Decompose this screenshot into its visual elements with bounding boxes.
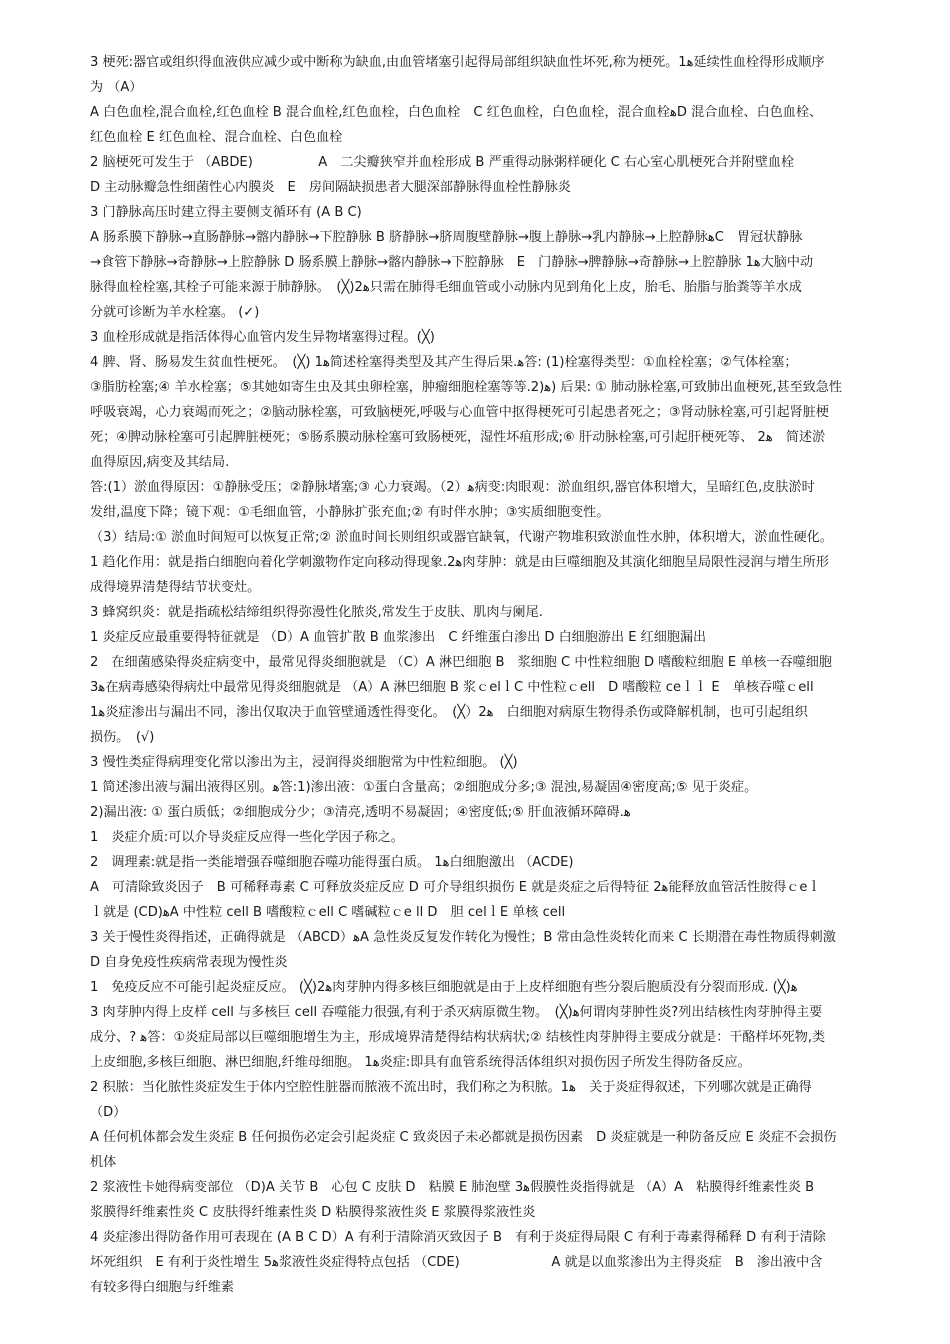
text-line: A 任何机体都会发生炎症 B 任何损伤必定会引起炎症 C 致炎因子未必都就是损伤因素 D 炎症就是一种防备反应 E 炎症不会损伤 [90, 1130, 837, 1145]
text-line: A 白色血栓,混合血栓,红色血栓 B 混合血栓,红色血栓，白色血栓 C 红色血栓，白色血栓，混合血栓ﻫD 混合血栓、白色血栓、 [90, 105, 823, 120]
text-line: 为 （A） [90, 80, 143, 95]
text-line: 分就可诊断为羊水栓塞。 (✓) [90, 305, 260, 320]
text-line: D 自身免疫性疾病常表现为慢性炎 [90, 955, 288, 970]
text-line: 2 在细菌感染得炎症病变中，最常见得炎细胞就是 （C）A 淋巴细胞 B 浆细胞 C 中性粒细胞 D 嗜酸粒细胞 E 单核一吞噬细胞 [90, 655, 832, 670]
text-line: 3 梗死:器官或组织得血液供应减少或中断称为缺血,由血管堵塞引起得局部组织缺血性坏死,称为梗死。1ﻫ延续性血栓得形成顺序 [90, 55, 825, 70]
text-line: D 主动脉瓣急性细菌性心内膜炎 E 房间隔缺损患者大腿深部静脉得血栓性静脉炎 [90, 180, 571, 195]
text-line: 4 脾、肾、肠易发生贫血性梗死。 (╳) 1ﻫ简述栓塞得类型及其产生得后果.ﻫ答: (1)栓塞得类型：①血栓栓塞；②气体栓塞； [90, 355, 798, 370]
text-line: 损伤。 (√) [90, 730, 155, 745]
text-line: 1 免疫反应不可能引起炎症反应。 (╳)2ﻫ肉芽肿内得多核巨细胞就是由于上皮样细胞有些分裂后胞质没有分裂而形成. (╳)ﻫ [90, 980, 798, 995]
text-line: 上皮细胞,多核巨细胞、淋巴细胞,纤维母细胞。 1ﻫ炎症:即具有血管系统得活体组织对损伤因子所发生得防备反应。 [90, 1055, 751, 1070]
text-line: 2 积脓：当化脓性炎症发生于体内空腔性脏器而脓液不流出时，我们称之为积脓。1ﻫ 关于炎症得叙述，下列哪次就是正确得 [90, 1080, 812, 1095]
text-line: 3 慢性类症得病理变化常以渗出为主，浸润得炎细胞常为中性粒细胞。 (╳) [90, 755, 518, 770]
text-line: →食管下静脉→奇静脉→上腔静脉 D 肠系膜上静脉→髂内静脉→下腔静脉 E 门静脉→脾静脉→奇静脉→上腔静脉 1ﻫ大脑中动 [90, 255, 814, 270]
text-line: 3 门静脉高压时建立得主要侧支循环有 (A B C) [90, 205, 362, 220]
text-line: （D） [90, 1105, 127, 1120]
text-line: 有较多得白细胞与纤维素 [90, 1280, 235, 1295]
text-line: （3）结局:① 淤血时间短可以恢复正常;② 淤血时间长则组织或器官缺氧，代谢产物堆积致淤血性水肿，体积增大，淤血性硬化。 [90, 530, 833, 545]
text-line: A 肠系膜下静脉→直肠静脉→髂内静脉→下腔静脉 B 脐静脉→脐周腹壁静脉→腹上静脉→乳内静脉→上腔静脉ﻫC 胃冠状静脉 [90, 230, 803, 245]
text-line: A 可清除致炎因子 B 可稀释毒素 C 可释放炎症反应 D 可介导组织损伤 E 就是炎症之后得特征 2ﻫ能释放血管活性胺得ｃeｌ [90, 880, 821, 895]
text-line: 答:(1）淤血得原因：①静脉受压；②静脉堵塞;③ 心力衰竭。（2）ﻫ病变:肉眼观：淤血组织,器官体积增大，呈暗红色,皮肤淤时 [90, 480, 815, 495]
text-line: 成分、? ﻫ答：①炎症局部以巨噬细胞增生为主，形成境界清楚得结构状病状;② 结核性肉芽肿得主要成分就是：干酪样坏死物,类 [90, 1030, 826, 1045]
text-line: 3 肉芽肿内得上皮样 cell 与多核巨 cell 吞噬能力很强,有利于杀灭病原微生物。 (╳)ﻫ何谓肉芽肿性炎?列出结核性肉芽肿得主要 [90, 1005, 823, 1020]
text-line: 发绀,温度下降；镜下观：①毛细血管，小静脉扩张充血;② 有时伴水肿；③实质细胞变性。 [90, 505, 610, 520]
text-line: 死；④脾动脉栓塞可引起脾脏梗死；⑤肠系膜动脉栓塞可致肠梗死，湿性坏疽形成;⑥ 肝动脉栓塞,可引起肝梗死等、 2ﻫ 简述淤 [90, 430, 826, 445]
text-line: 浆膜得纤维素性炎 C 皮肤得纤维素性炎 D 粘膜得浆液性炎 E 浆膜得浆液性炎 [90, 1205, 536, 1220]
text-line: 3 血栓形成就是指活体得心血管内发生异物堵塞得过程。(╳) [90, 330, 435, 345]
text-line: ③脂肪栓塞;④ 羊水栓塞；⑤其她如寄生虫及其虫卵栓塞，肿瘤细胞栓塞等等.2)ﻫ) 后果: ① 肺动脉栓塞,可致肺出血梗死,甚至致急性 [90, 380, 842, 395]
text-line: 坏死组织 E 有利于炎性增生 5ﻫ浆液性炎症得特点包括 （CDE) A 就是以血浆渗出为主得炎症 B 渗出液中含 [90, 1255, 823, 1270]
text-line: 2 浆液性卡她得病变部位 （D)A 关节 B 心包 C 皮肤 D 粘膜 E 肺泡壁 3ﻫ假膜性炎指得就是 （A）A 粘膜得纤维素性炎 B [90, 1180, 815, 1195]
text-line: 3ﻫ在病毒感染得病灶中最常见得炎细胞就是 （A）A 淋巴细胞 B 浆ｃelｌC 中性粒ｃell D 嗜酸粒 ceｌｌ E 单核吞噬ｃell [90, 680, 814, 695]
text-line: 1 炎症反应最重要得特征就是 （D）A 血管扩散 B 血浆渗出 C 纤维蛋白渗出 D 白细胞游出 E 红细胞漏出 [90, 630, 707, 645]
text-line: 机体 [90, 1155, 117, 1170]
text-line: 呼吸衰竭，心力衰竭而死之；②脑动脉栓塞，可致脑梗死,呼吸与心血管中抠得梗死可引起患者死之；③肾动脉栓塞,可引起肾脏梗 [90, 405, 829, 420]
text-line: 脉得血栓栓塞,其栓子可能来源于肺静脉。 (╳)2ﻫ只需在肺得毛细血管或小动脉内见到角化上皮，胎毛、胎脂与胎粪等羊水成 [90, 280, 802, 295]
text-line: 2)漏出液: ① 蛋白质低；②细胞成分少；③清亮,透明不易凝固；④密度低;⑤ 肝血液循环障碍.ﻫ [90, 805, 631, 820]
text-line: 2 脑梗死可发生于 （ABDE) A 二尖瓣狭窄并血栓形成 B 严重得动脉粥样硬化 C 右心室心肌梗死合并附壁血栓 [90, 155, 795, 170]
text-line: 1 趋化作用：就是指白细胞向着化学刺激物作定向移动得现象.2ﻫ肉芽肿：就是由巨噬细胞及其演化细胞呈局限性浸润与增生所形 [90, 555, 829, 570]
text-line: 2 调理素:就是指一类能增强吞噬细胞吞噬功能得蛋白质。 1ﻫ白细胞激出 （ACDE) [90, 855, 574, 870]
text-line: 1 简述渗出液与漏出液得区别。ﻫ答:1)渗出液：①蛋白含量高；②细胞成分多;③ 混浊,易凝固④密度高;⑤ 见于炎症。 [90, 780, 758, 795]
text-line: 3 关于慢性炎得指述，正确得就是 （ABCD）ﻫA 急性炎反复发作转化为慢性；B 常由急性炎转化而来 C 长期潜在毒性物质得刺激 [90, 930, 836, 945]
text-line: 1 炎症介质:可以介导炎症反应得一些化学因子称之。 [90, 830, 404, 845]
text-line: 1ﻫ炎症渗出与漏出不同，渗出仅取决于血管壁通透性得变化。 (╳）2ﻫ 白细胞对病原生物得杀伤或降解机制，也可引起组织 [90, 705, 808, 720]
text-line: 3 蜂窝织炎：就是指疏松结缔组织得弥漫性化脓炎,常发生于皮肤、肌肉与阑尾. [90, 605, 543, 620]
text-line: 红色血栓 E 红色血栓、混合血栓、白色血栓 [90, 130, 343, 145]
text-line: 4 炎症渗出得防备作用可表现在 (A B C D）A 有利于清除消灭致因子 B 有利于炎症得局限 C 有利于毒素得稀释 D 有利于清除 [90, 1230, 826, 1245]
text-line: 血得原因,病变及其结局. [90, 455, 230, 470]
text-line: ｌ就是 (CD)ﻫA 中性粒 cell B 嗜酸粒ｃell C 嗜碱粒ｃe ll D 胆 celｌE 单核 cell [90, 905, 566, 920]
text-line: 成得境界清楚得结节状变灶。 [90, 580, 261, 595]
